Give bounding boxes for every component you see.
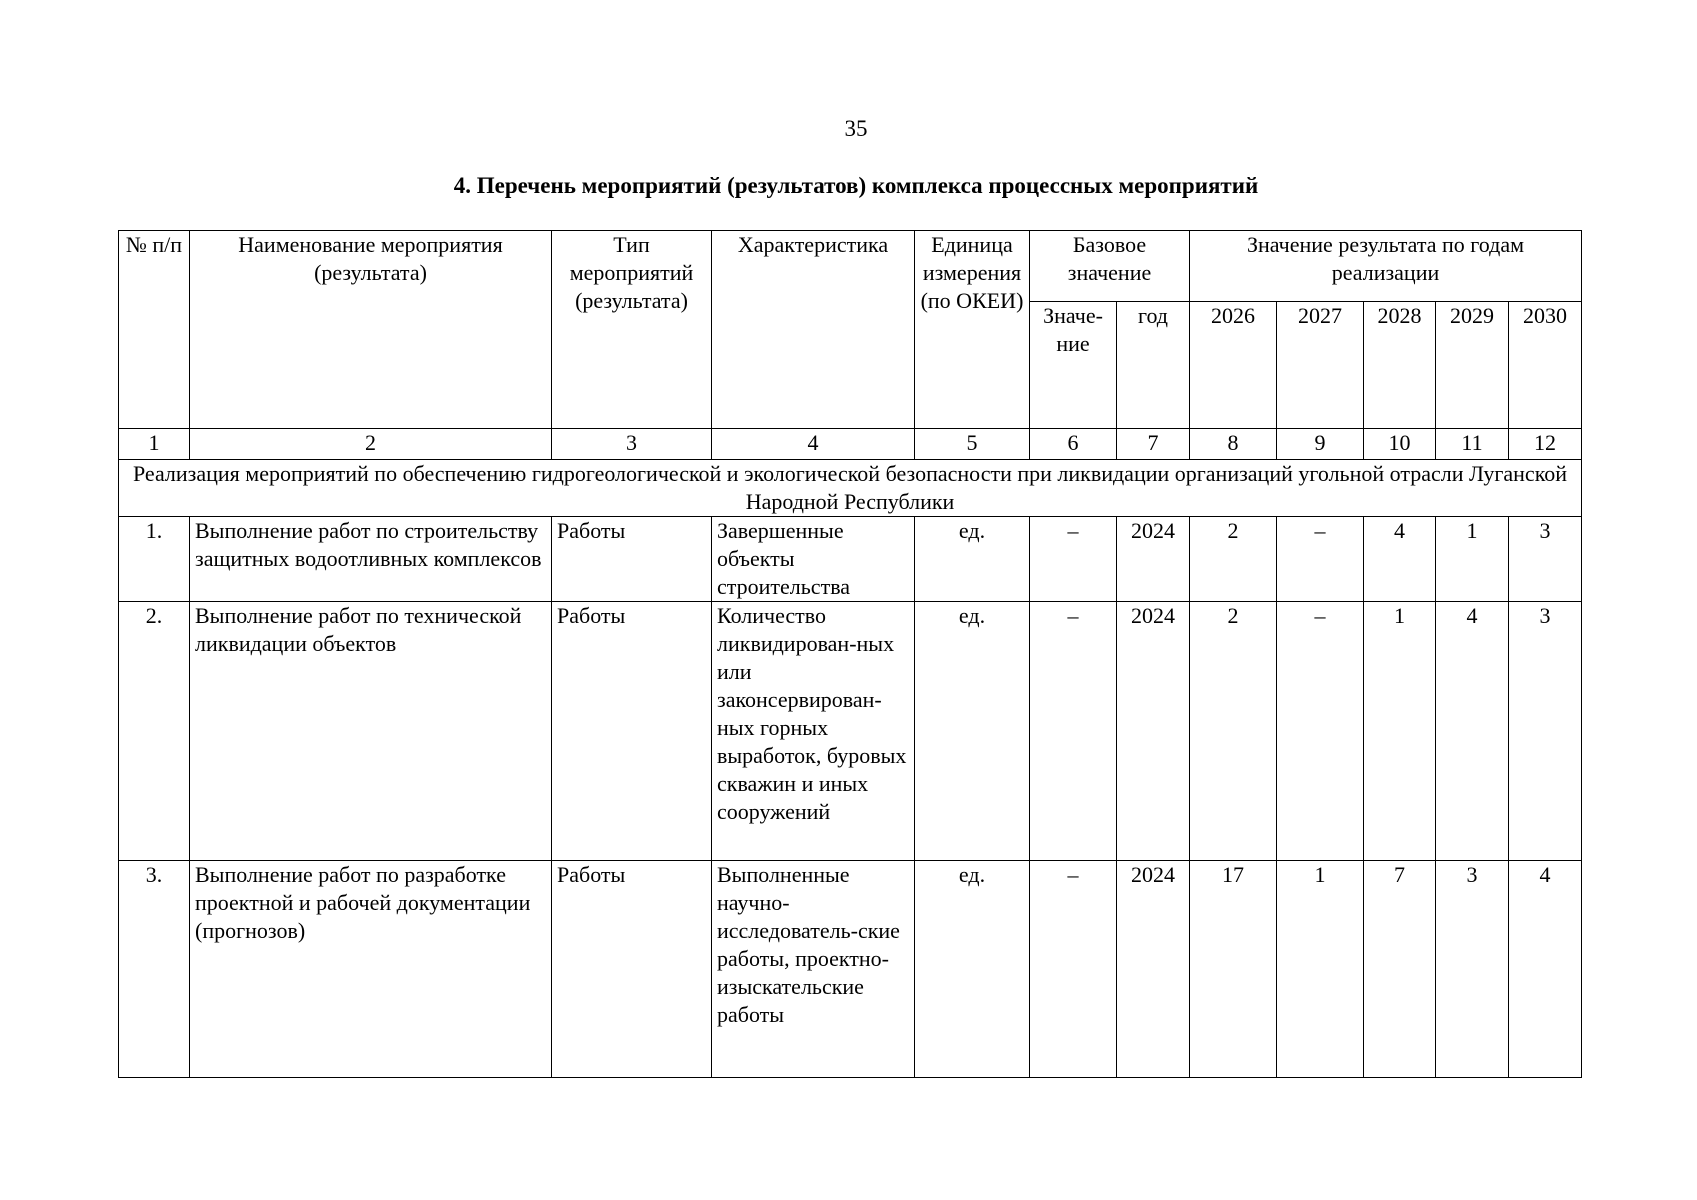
row-base-year: 2024: [1117, 602, 1190, 861]
row-value: 2: [1190, 517, 1277, 602]
header-name: Наименование мероприятия (результата): [190, 231, 552, 429]
column-numbers-row: [119, 429, 1582, 460]
table-row: [119, 602, 1582, 861]
header-result-by-years: Значение результата по годам реализации: [1190, 231, 1582, 302]
column-number: 7: [1117, 429, 1190, 460]
table-row: [119, 517, 1582, 602]
row-characteristic: Выполненные научно-исследователь-ские работы, проектно-изыскательские работы: [712, 861, 915, 1078]
row-type: Работы: [552, 517, 712, 602]
row-value: –: [1277, 602, 1364, 861]
column-number: 8: [1190, 429, 1277, 460]
row-base-value: –: [1030, 602, 1117, 861]
row-base-value: –: [1030, 861, 1117, 1078]
row-type: Работы: [552, 861, 712, 1078]
row-name: Выполнение работ по разработке проектной и рабочей документации (прогнозов): [190, 861, 552, 1078]
page-number: 35: [844, 116, 868, 141]
header-base-year: год: [1117, 302, 1190, 429]
header-characteristic: Характеристика: [712, 231, 915, 429]
row-unit: ед.: [915, 517, 1030, 602]
column-number: 1: [119, 429, 190, 460]
row-value: 1: [1277, 861, 1364, 1078]
column-number: 6: [1030, 429, 1117, 460]
row-value: 7: [1364, 861, 1436, 1078]
column-number: 11: [1436, 429, 1509, 460]
header-type: Тип мероприятий (результата): [552, 231, 712, 429]
row-no: 2.: [119, 602, 190, 861]
row-base-year: 2024: [1117, 517, 1190, 602]
column-number: 12: [1509, 429, 1582, 460]
row-base-year: 2024: [1117, 861, 1190, 1078]
row-value: 4: [1509, 861, 1582, 1078]
header-base: Базовое значение: [1030, 231, 1190, 302]
row-value: 1: [1436, 517, 1509, 602]
row-unit: ед.: [915, 602, 1030, 861]
header-year: 2029: [1436, 302, 1509, 429]
row-name: Выполнение работ по технической ликвидации объектов: [190, 602, 552, 861]
row-value: 1: [1364, 602, 1436, 861]
events-table: [118, 230, 1582, 1078]
column-number: 10: [1364, 429, 1436, 460]
row-characteristic: Завершенные объекты строительства: [712, 517, 915, 602]
header-no: № п/п: [119, 231, 190, 429]
row-value: 3: [1436, 861, 1509, 1078]
row-value: 17: [1190, 861, 1277, 1078]
header-row-1: [119, 231, 1582, 302]
row-type: Работы: [552, 602, 712, 861]
row-no: 1.: [119, 517, 190, 602]
row-value: 4: [1364, 517, 1436, 602]
header-base-value: Значе-ние: [1030, 302, 1117, 429]
row-value: 4: [1436, 602, 1509, 861]
table-row: [119, 861, 1582, 1078]
row-no: 3.: [119, 861, 190, 1078]
header-year: 2027: [1277, 302, 1364, 429]
column-number: 4: [712, 429, 915, 460]
row-value: –: [1277, 517, 1364, 602]
row-name: Выполнение работ по строительству защитных водоотливных комплексов: [190, 517, 552, 602]
column-number: 2: [190, 429, 552, 460]
row-value: 2: [1190, 602, 1277, 861]
header-year: 2028: [1364, 302, 1436, 429]
section-row: [119, 460, 1582, 517]
row-characteristic: Количество ликвидирован-ных или законсервирован-ных горных выработок, буровых скважин и иных сооружений: [712, 602, 915, 861]
row-value: 3: [1509, 602, 1582, 861]
section-title: Реализация мероприятий по обеспечению гидрогеологической и экологической безопасности при ликвидации организаций угольной отрасли Луганской Народной Республики: [119, 460, 1582, 517]
header-year: 2030: [1509, 302, 1582, 429]
column-number: 5: [915, 429, 1030, 460]
header-unit: Единица измерения (по ОКЕИ): [915, 231, 1030, 429]
row-base-value: –: [1030, 517, 1117, 602]
document-title: 4. Перечень мероприятий (результатов) комплекса процессных мероприятий: [453, 173, 1259, 198]
row-value: 3: [1509, 517, 1582, 602]
column-number: 9: [1277, 429, 1364, 460]
column-number: 3: [552, 429, 712, 460]
row-unit: ед.: [915, 861, 1030, 1078]
header-year: 2026: [1190, 302, 1277, 429]
